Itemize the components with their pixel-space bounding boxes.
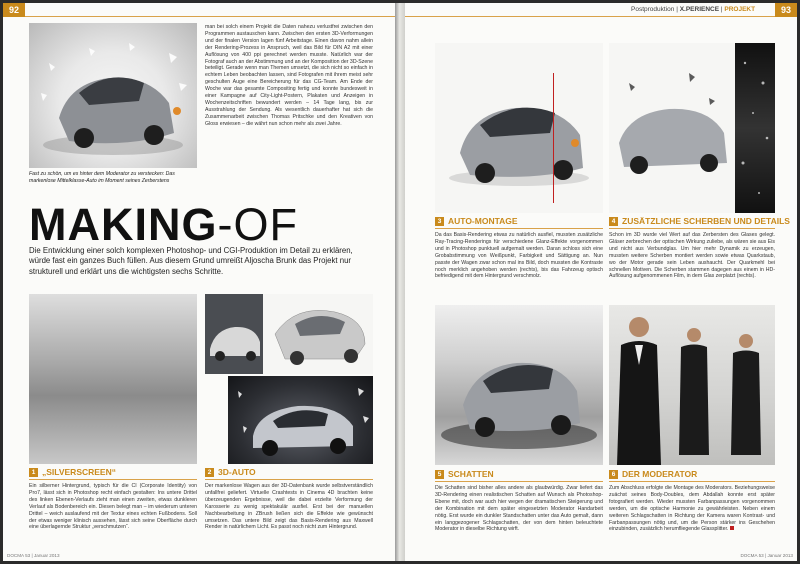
section-6-text-content: Zum Abschluss erfolgte die Montage des Moderators. Beziehungsweise zuächst seines Body-Doubles, dem Abdallah konnte erst später fotografiert werden. Wieder mussten Farbanpassungen vorgenommen werden, um die optische Harmonie zu gewährleisten. Neben einem weiteren Schlagschatten in Richtung der Kamera waren Kontrast- und Farbanpassungen nötig und, um die Person stärker ins Geschehen einzubinden, zusätzlich herumfliegende Glassplitter.	[609, 485, 775, 533]
section-3-text: Da das Basis-Rendering etwas zu natürlich ausfiel, mussten zusätzliche Ray-Tracing-Renderings für verschiedene Glanz-Effekte vorgenommen und in Photoshop punktuell aufgemalt werden. Daran schloss sich eine Grobabstimmung von Weißpunkt, Farbigkeit und Sättigung an. Nun passte der Wagen zwar schon mal ins Bild, doch mussten die Kontraste noch merklich angehoben werden (rechts), bis das Fahrzeug optisch befriedigend mit dem Hintergrund verschmolz.	[435, 232, 603, 280]
deck-text: Die Entwicklung einer solch komplexen Photoshop- und CGI-Produktion im Detail zu erklären, würde fast ein ganzes Buch füllen. Aus diesem Grund umreißt Aljoscha Brunk das Projekt nur strukturell und erklärt uns die wichtigsten sechs Schritte.	[29, 246, 353, 276]
section-5-text: Die Schatten sind bisher alles andere als glaubwürdig. Zwar liefert das 3D-Rendering einen realistischen Schatten auf Wunsch als Photoshop-Ebene mit, doch war auch hier wegen der dramatischen Steigerung und der Kombination mit dem später eingesetzten Moderator Handarbeit nötig. Erst wurde ein dunkler Standschatten unter das Auto gemalt, dann ein langgezogener Schlagschatten, der von dem hinten beleuchtete Moderator in dieselbe Richtung wirft.	[435, 485, 603, 533]
glass-particles	[735, 43, 775, 213]
section-title: AUTO-MONTAGE	[448, 216, 518, 226]
montage-illustration	[435, 43, 603, 213]
left-page	[3, 3, 395, 561]
article-end-mark	[730, 526, 734, 530]
spread-gutter	[395, 3, 405, 561]
car-renders-illustration	[205, 294, 373, 374]
right-page	[405, 3, 797, 561]
section-rule	[609, 481, 775, 482]
page-number: 92	[3, 3, 25, 17]
extra-shards-photo	[609, 43, 735, 213]
glass-film-strip	[735, 43, 775, 213]
section-title: SCHATTEN	[448, 469, 494, 479]
title-rest: -OF	[217, 199, 298, 250]
section-6-text	[609, 485, 775, 533]
section-number: 1	[29, 468, 38, 477]
section-4-heading	[609, 216, 790, 226]
top-rule	[25, 16, 395, 17]
photo-caption: Fast zu schön, um es hinter dem Moderator zu verstecken: Das markenlose Mittelklasse-Auto im Moment seines Zerberstens	[29, 171, 175, 184]
top-rule	[405, 16, 775, 17]
section-number: 2	[205, 468, 214, 477]
moderator-figure-right	[731, 334, 761, 455]
page-footer: DOCMA 53 | Januar 2013	[740, 553, 793, 558]
section-number: 6	[609, 470, 618, 479]
section-5-heading	[435, 469, 494, 479]
intro-column-text: man bei solch einem Projekt die Daten nahezu verlustfrei zwischen den Programmen austauschen kann. Zwischen den ersten 3D-Verformungen und der finalen Version lagen fünf Arbeitstage. Einen davon nahm allein der Rendering-Prozess in Anspruch, weil das Bild für DIN A2 mit einer Auflösung von 400 ppi gerechnet werden musste. Natürlich war der Fotograf auch an der Abstimmung und an der Komposition der 3D-Szene beteiligt. Gerade wenn man Themen umsetzt, die sich nicht so einfach in echtem Leben beobachten lassen, sind Fotografen mit ihrem meist sehr geschulten Auge eine Bereicherung für das CG-Team. Am Ende der Woche war das gesamte Compositing fertig und konnte bundesweit in einer Kampagne auf City-Light-Postern, Plakaten und Anzeigen in Wochenzeitschriften bewundert werden – 14 Tage lang, bis zur Ausstrahlung der Sendung. Als wesentlich dauerhafter hat sich die Zusammenarbeit zwischen Thomas Pritschke und den Kreativen von Gloss erwiesen – die währt nun schon mehr als zwei Jahre.	[205, 24, 373, 127]
section-number: 3	[435, 217, 444, 226]
section-number: 4	[609, 217, 618, 226]
section-title: 3D-AUTO	[218, 467, 256, 477]
moderator-figure-large	[617, 317, 661, 465]
moderator-photo	[609, 305, 775, 465]
shadow-illustration	[435, 305, 603, 465]
page-number: 93	[775, 3, 797, 17]
car-wreck-illustration	[29, 23, 197, 168]
title-bold: MAKING	[29, 199, 218, 250]
section-rule	[435, 228, 603, 229]
section-title: DER MODERATOR	[622, 469, 698, 479]
silverscreen-gradient-photo	[29, 294, 197, 464]
section-3-heading	[435, 216, 518, 226]
split-marker-line	[553, 73, 554, 203]
header-magazine: X.PERIENCE	[679, 6, 720, 13]
crashed-car-photo	[29, 23, 197, 168]
section-title: ZUSÄTZLICHE SCHERBEN UND DETAILS	[622, 216, 790, 226]
3d-car-render-photo	[205, 294, 373, 374]
section-1-heading	[29, 467, 116, 477]
section-1-text: Ein silberner Hintergrund, typisch für die CI (Corporate Identity) von Pro7, lässt sich in Photoshop recht einfach gestalten: Ins untere Drittel des linken Ebenen-Verlaufs zieht man einen zweiten, etwas dunkleren Verlauf als Bodenbereich ein. Diesen belegt man – im wiederum unteren Drittel – weich auslaufend mit der Textur eines echten Fußbodens. Soll der etwas weniger klinisch aussehen, lässt sich seine Oberfläche durch eine überlagernde Struktur „verschmutzen“.	[29, 483, 197, 531]
page-title	[29, 199, 298, 251]
section-2-heading	[205, 467, 256, 477]
dark-wreck-illustration	[228, 376, 373, 464]
moderator-figures	[609, 305, 775, 465]
header-category: PROJEKT	[724, 6, 756, 13]
auto-montage-photo	[435, 43, 603, 213]
section-6-heading	[609, 469, 697, 479]
header-section: Postproduktion	[631, 6, 675, 13]
moderator-figure-middle	[679, 328, 709, 455]
shards-illustration	[609, 43, 735, 213]
section-title: „SILVERSCREEN“	[42, 467, 116, 477]
shadow-photo	[435, 305, 603, 465]
section-rule	[435, 481, 603, 482]
section-rule	[29, 479, 197, 480]
section-rule	[609, 228, 775, 229]
section-rule	[205, 479, 373, 480]
maxwell-render-photo	[228, 376, 373, 464]
section-4-text: Schon im 3D wurde viel Wert auf das Zerbersten des Glases gelegt. Gläser zerbrechen der optischen Wirkung zuliebe, als wären sie aus Eis und nicht aus Verbundglas. Um hier mehr Dynamik zu erzeugen, mussten weitere Scherben montiert werden sowie etwas Quarkstaub, wo der Motor gerade sein Leben aushaucht. Der Quarkmehl bei schnellen Motiven. Die Scherben stammen dagegen aus einem in HD-Auflösung aufgenommenen Film, in dem Glas zerplatzt (rechts).	[609, 232, 775, 280]
page-footer: DOCMA 53 | Januar 2013	[7, 553, 60, 558]
section-number: 5	[435, 470, 444, 479]
running-header: Postproduktion | X.PERIENCE | PROJEKT	[631, 6, 756, 13]
section-2-text: Der markenlose Wagen aus der 3D-Datenbank wurde selbstverständlich unfallfrei geliefert. Virtuelle Crashtests in Cinema 4D brachten keine überzeugenden Ergebnisse, weil die dabei erzielte Verformung der Karosserie zu wenig spektakulär ausfiel. Erst bei der manuellen Nachbearbeitung in ZBrush ließen sich die Effekte wie gewünscht umsetzen. Das untere Bild zeigt das Basis-Rendering aus Maxwell Render in natürlichem Licht. Es passt noch nicht zum Hintergrund.	[205, 483, 373, 531]
